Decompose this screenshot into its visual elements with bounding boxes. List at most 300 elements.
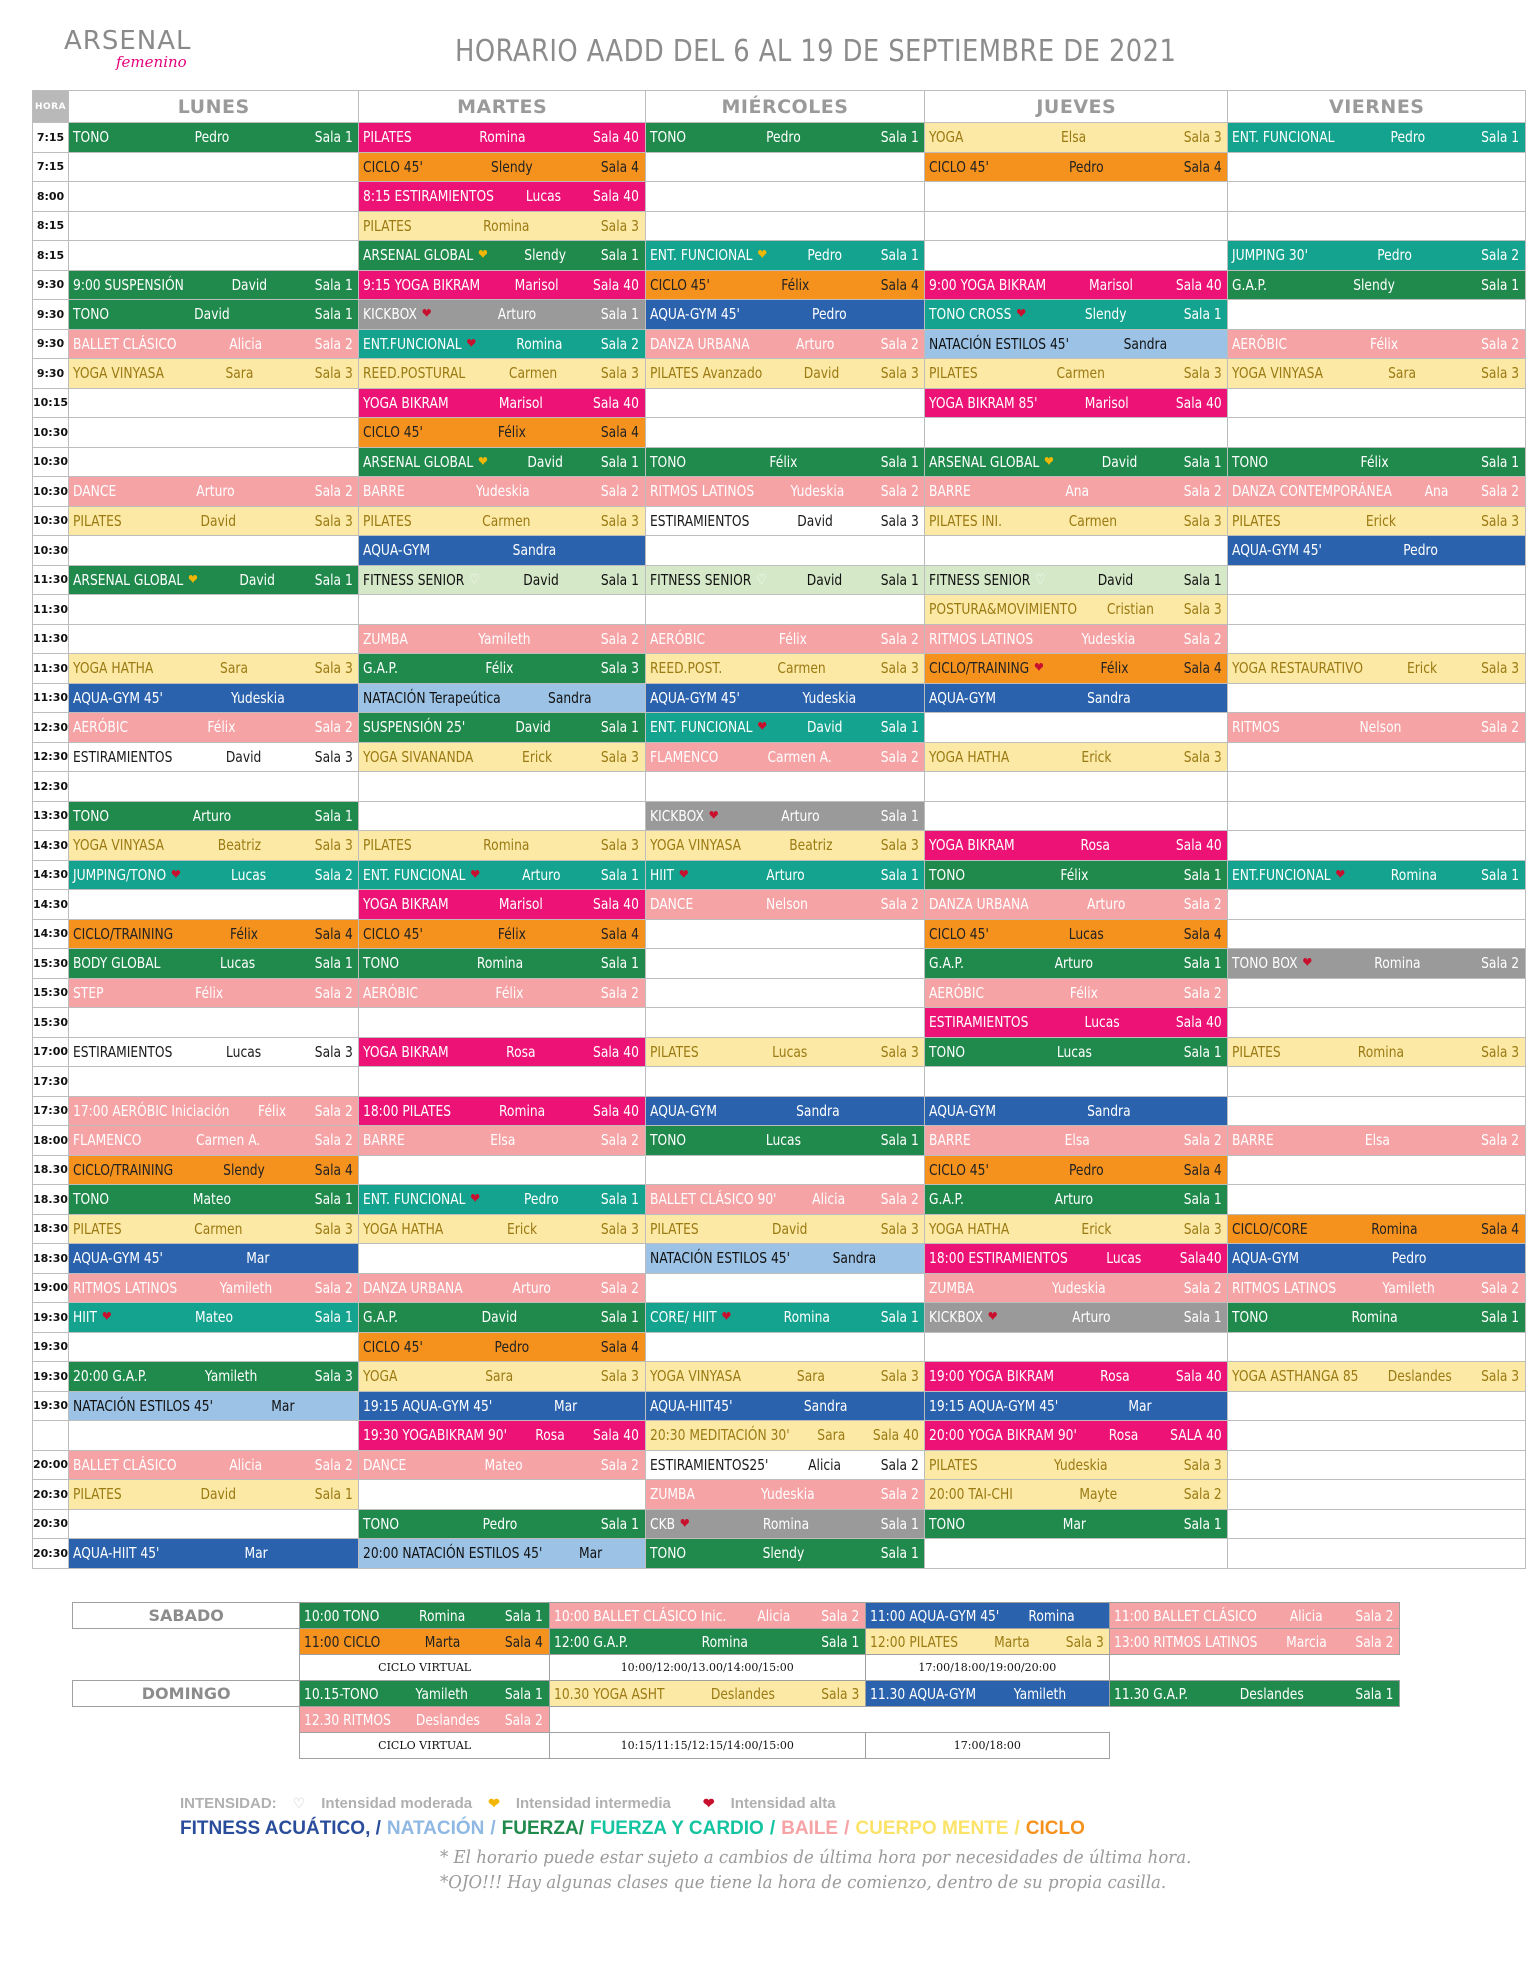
room-label: Sala 2 bbox=[1481, 334, 1520, 353]
class-name: CICLO 45' bbox=[363, 924, 424, 943]
class-cell bbox=[1228, 241, 1526, 271]
class-cell bbox=[925, 152, 1228, 182]
instructor-name: Marta bbox=[425, 1632, 461, 1651]
instructor-name: Arturo bbox=[196, 482, 235, 501]
instructor-name: David bbox=[797, 511, 833, 530]
room-label: Sala 4 bbox=[1183, 157, 1222, 176]
class-name: YOGA BIKRAM bbox=[363, 895, 449, 914]
room-label: Sala 3 bbox=[1481, 659, 1520, 678]
room-label: Sala 3 bbox=[1065, 1632, 1104, 1651]
table-row bbox=[33, 447, 1526, 477]
class-cell bbox=[359, 418, 645, 448]
class-name: ZUMBA bbox=[363, 629, 409, 648]
instructor-name: Sandra bbox=[1123, 334, 1168, 353]
heart-red-icon: ❤ bbox=[470, 866, 481, 883]
class-name: AQUA-HIIT 45' bbox=[73, 1544, 160, 1563]
class-cell bbox=[925, 1303, 1228, 1333]
room-label: Sala 2 bbox=[821, 1606, 860, 1625]
room-label: Sala 1 bbox=[880, 1514, 919, 1533]
category-label: NATACIÓN bbox=[386, 1818, 485, 1839]
class-name: YOGA VINYASA bbox=[1232, 364, 1324, 383]
instructor-name: Romina bbox=[483, 216, 530, 235]
class-cell bbox=[69, 1244, 359, 1274]
instructor-name: Yudeskia bbox=[1053, 1455, 1108, 1474]
room-label: Sala 1 bbox=[880, 1544, 919, 1563]
empty-cell bbox=[69, 241, 359, 271]
room-label: Sala 40 bbox=[593, 393, 640, 412]
room-label: Sala 2 bbox=[1183, 1278, 1222, 1297]
instructor-name: Félix bbox=[1370, 334, 1399, 353]
time-cell: 10:30 bbox=[33, 418, 69, 448]
room-label: Sala 1 bbox=[505, 1606, 544, 1625]
table-row bbox=[33, 978, 1526, 1008]
time-cell: 11:30 bbox=[33, 565, 69, 595]
instructor-name: Lucas bbox=[526, 187, 562, 206]
time-cell: 8:15 bbox=[33, 241, 69, 271]
room-label: SALA 40 bbox=[1170, 1426, 1222, 1445]
room-label: Sala 2 bbox=[1183, 482, 1222, 501]
instructor-name: Félix bbox=[1060, 865, 1089, 884]
class-cell bbox=[69, 1303, 359, 1333]
instructor-name: Romina bbox=[1028, 1606, 1075, 1625]
empty-cell bbox=[925, 1332, 1228, 1362]
room-label: Sala 2 bbox=[1355, 1606, 1394, 1625]
room-label: Sala 4 bbox=[314, 924, 353, 943]
intensity-intermediate: Intensidad intermedia bbox=[515, 1795, 671, 1812]
class-name: AERÓBIC bbox=[649, 629, 705, 648]
class-cell bbox=[1228, 860, 1526, 890]
time-cell: 7:15 bbox=[33, 123, 69, 153]
class-cell bbox=[549, 1603, 865, 1629]
instructor-name: Yudeskia bbox=[476, 482, 531, 501]
class-name: TONO bbox=[649, 1131, 686, 1150]
class-cell bbox=[69, 1450, 359, 1480]
class-cell bbox=[645, 1185, 924, 1215]
table-row bbox=[33, 1480, 1526, 1510]
class-name: G.A.P. bbox=[929, 1190, 965, 1209]
heart-red-icon: ❤ bbox=[101, 1309, 112, 1326]
instructor-name: Arturo bbox=[512, 1278, 552, 1297]
room-label: Sala 3 bbox=[601, 1367, 640, 1386]
instructor-name: Arturo bbox=[1054, 954, 1094, 973]
instructor-name: Romina bbox=[499, 1101, 546, 1120]
class-name: ZUMBA bbox=[649, 1485, 695, 1504]
class-cell bbox=[359, 447, 645, 477]
class-name: 12:00 G.A.P. bbox=[553, 1632, 629, 1651]
class-cell bbox=[359, 1332, 645, 1362]
empty-cell bbox=[1228, 1185, 1526, 1215]
class-cell bbox=[645, 1303, 924, 1333]
room-label: Sala 2 bbox=[880, 1455, 919, 1474]
empty-cell bbox=[1228, 1008, 1526, 1038]
class-name: SUSPENSIÓN 25' bbox=[363, 718, 466, 737]
empty-cell bbox=[645, 595, 924, 625]
class-name: YOGA HATHA bbox=[929, 747, 1010, 766]
room-label: Sala 1 bbox=[880, 718, 919, 737]
room-label: Sala 40 bbox=[593, 895, 640, 914]
empty-cell bbox=[359, 1155, 645, 1185]
class-name: 20:00 G.A.P. bbox=[73, 1367, 148, 1386]
class-name: AQUA-GYM bbox=[363, 541, 431, 560]
room-label: Sala 2 bbox=[314, 1455, 353, 1474]
class-cell bbox=[69, 1362, 359, 1392]
day-label: DOMINGO bbox=[73, 1681, 300, 1707]
room-label: Sala 3 bbox=[314, 747, 353, 766]
class-name: 11.30 G.A.P. bbox=[1114, 1684, 1189, 1703]
class-name: ESTIRAMIENTOS25' bbox=[649, 1455, 769, 1474]
instructor-name: Marisol bbox=[514, 275, 559, 294]
empty-cell bbox=[645, 919, 924, 949]
class-cell bbox=[359, 654, 645, 684]
class-name: STEP bbox=[73, 983, 104, 1002]
instructor-name: Alicia bbox=[811, 1190, 845, 1209]
empty-cell bbox=[1228, 978, 1526, 1008]
room-label: Sala 1 bbox=[314, 1190, 353, 1209]
table-row bbox=[33, 801, 1526, 831]
class-name: YOGA BIKRAM 85' bbox=[929, 393, 1038, 412]
instructor-name: Erick bbox=[522, 747, 553, 766]
room-label: Sala 1 bbox=[1481, 1308, 1520, 1327]
instructor-name: Lucas bbox=[765, 1131, 801, 1150]
class-cell bbox=[69, 654, 359, 684]
room-label: Sala 3 bbox=[880, 1042, 919, 1061]
class-name: TONO bbox=[1232, 1308, 1269, 1327]
class-name: CICLO 45' bbox=[363, 1337, 424, 1356]
table-row bbox=[33, 211, 1526, 241]
category-label: / bbox=[844, 1818, 850, 1839]
class-cell bbox=[645, 742, 924, 772]
class-cell bbox=[925, 447, 1228, 477]
time-cell: 7:15 bbox=[33, 152, 69, 182]
class-name: ENT. FUNCIONAL bbox=[1232, 128, 1335, 147]
class-name: CORE/ HIIT bbox=[649, 1308, 717, 1327]
instructor-name: David bbox=[1097, 570, 1134, 589]
class-name: BALLET CLÁSICO bbox=[73, 334, 177, 353]
class-name: TONO bbox=[73, 806, 110, 825]
room-label: Sala 2 bbox=[1183, 1485, 1222, 1504]
room-label: Sala 2 bbox=[314, 1278, 353, 1297]
class-name: JUMPING/TONO bbox=[73, 865, 167, 884]
class-name: RITMOS LATINOS bbox=[649, 482, 754, 501]
instructor-name: Sandra bbox=[803, 1396, 848, 1415]
class-cell bbox=[925, 742, 1228, 772]
instructor-name: Mateo bbox=[192, 1190, 231, 1209]
class-name: HIIT bbox=[73, 1308, 98, 1327]
class-name: RITMOS bbox=[1232, 718, 1281, 737]
class-cell bbox=[359, 300, 645, 330]
room-label: Sala40 bbox=[1179, 1249, 1222, 1268]
class-cell bbox=[549, 1681, 865, 1707]
time-cell: 12:30 bbox=[33, 772, 69, 802]
legend bbox=[180, 1795, 1280, 1840]
logo-brand: ARSENAL bbox=[64, 26, 192, 56]
empty-cell bbox=[69, 447, 359, 477]
weekend-row bbox=[73, 1603, 1400, 1629]
class-name: RITMOS LATINOS bbox=[1232, 1278, 1337, 1297]
instructor-name: Elsa bbox=[1064, 1131, 1090, 1150]
class-cell bbox=[359, 1273, 645, 1303]
empty-cell bbox=[1228, 1096, 1526, 1126]
room-label: Sala 4 bbox=[601, 423, 640, 442]
instructor-name: Pedro bbox=[765, 128, 801, 147]
class-cell bbox=[359, 713, 645, 743]
room-label: Sala 3 bbox=[1481, 511, 1520, 530]
room-label: Sala 3 bbox=[314, 836, 353, 855]
table-row bbox=[33, 654, 1526, 684]
empty-cell bbox=[1228, 831, 1526, 861]
empty-cell bbox=[645, 772, 924, 802]
empty-cell bbox=[925, 1539, 1228, 1569]
room-label: Sala 1 bbox=[505, 1684, 544, 1703]
room-label: Sala 3 bbox=[601, 747, 640, 766]
class-name: CICLO 45' bbox=[929, 157, 990, 176]
table-row bbox=[33, 300, 1526, 330]
instructor-name: Marisol bbox=[1084, 393, 1129, 412]
empty-cell bbox=[645, 152, 924, 182]
instructor-name: Sara bbox=[485, 1367, 514, 1386]
table-row bbox=[33, 182, 1526, 212]
empty-cell bbox=[1110, 1655, 1400, 1681]
room-label: Sala 3 bbox=[1183, 364, 1222, 383]
instructor-name: Pedro bbox=[494, 1337, 530, 1356]
time-cell: 15:30 bbox=[33, 978, 69, 1008]
empty-cell bbox=[645, 978, 924, 1008]
class-name: ENT. FUNCIONAL bbox=[363, 1190, 466, 1209]
class-cell bbox=[645, 123, 924, 153]
room-label: Sala 2 bbox=[1183, 983, 1222, 1002]
instructor-name: Beatriz bbox=[789, 836, 833, 855]
class-name: YOGA HATHA bbox=[929, 1219, 1010, 1238]
class-cell bbox=[925, 388, 1228, 418]
table-row bbox=[33, 1391, 1526, 1421]
empty-cell bbox=[645, 1067, 924, 1097]
room-label: Sala 2 bbox=[880, 747, 919, 766]
class-cell bbox=[925, 1214, 1228, 1244]
time-cell: 11:30 bbox=[33, 654, 69, 684]
empty-cell bbox=[925, 536, 1228, 566]
virtual-label: CICLO VIRTUAL bbox=[300, 1655, 549, 1681]
class-cell bbox=[359, 241, 645, 271]
instructor-name: Sara bbox=[796, 1367, 825, 1386]
instructor-name: Erick bbox=[1081, 1219, 1112, 1238]
empty-cell bbox=[1228, 1155, 1526, 1185]
room-label: Sala 3 bbox=[601, 216, 640, 235]
empty-cell bbox=[1228, 772, 1526, 802]
class-name: G.A.P. bbox=[363, 659, 399, 678]
instructor-name: Romina bbox=[516, 334, 563, 353]
class-cell bbox=[69, 123, 359, 153]
virtual-label: CICLO VIRTUAL bbox=[300, 1733, 549, 1759]
instructor-name: Yudeskia bbox=[790, 482, 845, 501]
class-cell bbox=[645, 565, 924, 595]
class-name: CICLO/TRAINING bbox=[929, 659, 1030, 678]
class-cell bbox=[300, 1707, 549, 1733]
instructor-name: Slendy bbox=[524, 246, 567, 265]
instructor-name: Pedro bbox=[483, 1514, 518, 1533]
day-header-viernes: VIERNES bbox=[1228, 91, 1526, 123]
time-cell: 19:30 bbox=[33, 1391, 69, 1421]
class-name: ZUMBA bbox=[929, 1278, 975, 1297]
class-cell bbox=[925, 359, 1228, 389]
empty-cell bbox=[645, 182, 924, 212]
class-name: 10:00 BALLET CLÁSICO Inic. bbox=[553, 1606, 727, 1625]
room-label: Sala 3 bbox=[314, 511, 353, 530]
class-cell bbox=[359, 890, 645, 920]
class-cell bbox=[1228, 654, 1526, 684]
class-cell bbox=[1228, 123, 1526, 153]
class-cell bbox=[645, 801, 924, 831]
class-cell bbox=[925, 1480, 1228, 1510]
class-cell bbox=[359, 1362, 645, 1392]
room-label: Sala 1 bbox=[1481, 128, 1520, 147]
empty-cell bbox=[69, 1509, 359, 1539]
class-cell bbox=[645, 1362, 924, 1392]
empty-cell bbox=[69, 182, 359, 212]
class-name: TONO bbox=[649, 128, 686, 147]
empty-cell bbox=[73, 1629, 300, 1655]
room-label: Sala 4 bbox=[1183, 1160, 1222, 1179]
instructor-name: Arturo bbox=[1072, 1308, 1111, 1327]
class-cell bbox=[925, 123, 1228, 153]
room-label: Sala 2 bbox=[1355, 1632, 1394, 1651]
class-name: BALLET CLÁSICO 90' bbox=[649, 1190, 777, 1209]
time-cell: 18:00 bbox=[33, 1126, 69, 1156]
instructor-name: Mayte bbox=[1079, 1485, 1118, 1504]
class-name: YOGA VINYASA bbox=[73, 836, 165, 855]
empty-cell bbox=[645, 949, 924, 979]
instructor-name: Félix bbox=[195, 983, 224, 1002]
class-name: YOGA bbox=[363, 1367, 398, 1386]
instructor-name: Deslandes bbox=[710, 1684, 775, 1703]
class-name: HIIT bbox=[649, 865, 674, 884]
class-cell bbox=[865, 1603, 1109, 1629]
instructor-name: Romina bbox=[762, 1514, 809, 1533]
class-cell bbox=[300, 1681, 549, 1707]
class-name: AERÓBIC bbox=[929, 983, 985, 1002]
class-name: ENT. FUNCIONAL bbox=[649, 246, 753, 265]
empty-cell bbox=[359, 772, 645, 802]
class-name: PILATES bbox=[649, 1219, 699, 1238]
room-label: Sala 2 bbox=[601, 1455, 640, 1474]
empty-cell bbox=[1228, 152, 1526, 182]
virtual-row bbox=[73, 1733, 1400, 1759]
class-name: POSTURA&MOVIMIENTO bbox=[929, 600, 1078, 619]
class-name: TONO bbox=[73, 1190, 110, 1209]
class-cell bbox=[69, 978, 359, 1008]
class-cell bbox=[645, 683, 924, 713]
room-label: Sala 3 bbox=[601, 364, 640, 383]
table-row bbox=[33, 949, 1526, 979]
class-name: AERÓBIC bbox=[1232, 334, 1288, 353]
class-name: DANZA CONTEMPORÁNEA bbox=[1232, 482, 1393, 501]
time-cell: 12:30 bbox=[33, 713, 69, 743]
class-name: AQUA-GYM 45' bbox=[649, 305, 740, 324]
class-name: 20:00 TAI-CHI bbox=[929, 1485, 1014, 1504]
class-cell bbox=[645, 359, 924, 389]
class-name: ARSENAL GLOBAL bbox=[73, 570, 184, 589]
class-cell bbox=[925, 890, 1228, 920]
room-label: Sala 4 bbox=[1183, 659, 1222, 678]
instructor-name: Sandra bbox=[832, 1249, 877, 1268]
room-label: Sala 2 bbox=[314, 482, 353, 501]
class-name: FITNESS SENIOR bbox=[929, 570, 1031, 589]
room-label: Sala 2 bbox=[880, 895, 919, 914]
class-cell bbox=[865, 1681, 1109, 1707]
time-cell: 11:30 bbox=[33, 683, 69, 713]
instructor-name: Rosa bbox=[535, 1426, 566, 1445]
class-cell bbox=[645, 1244, 924, 1274]
empty-cell bbox=[1228, 1539, 1526, 1569]
class-name: 20:30 MEDITACIÓN 30' bbox=[649, 1426, 790, 1445]
empty-cell bbox=[73, 1707, 300, 1733]
instructor-name: Marisol bbox=[499, 895, 544, 914]
class-cell bbox=[69, 1273, 359, 1303]
table-row bbox=[33, 919, 1526, 949]
class-name: YOGA HATHA bbox=[363, 1219, 444, 1238]
class-name: DANZA URBANA bbox=[649, 334, 750, 353]
class-cell bbox=[69, 1214, 359, 1244]
class-cell bbox=[359, 565, 645, 595]
room-label: Sala 4 bbox=[1183, 924, 1222, 943]
class-name: G.A.P. bbox=[929, 954, 965, 973]
room-label: Sala 2 bbox=[1481, 954, 1520, 973]
class-name: KICKBOX bbox=[363, 305, 418, 324]
instructor-name: Pedro bbox=[1069, 157, 1104, 176]
room-label: Sala 1 bbox=[1355, 1684, 1394, 1703]
empty-cell bbox=[1228, 565, 1526, 595]
room-label: Sala 1 bbox=[601, 246, 640, 265]
table-row bbox=[33, 1421, 1526, 1451]
room-label: Sala 3 bbox=[314, 364, 353, 383]
class-name: PILATES bbox=[929, 364, 978, 383]
room-label: Sala 40 bbox=[593, 1426, 640, 1445]
instructor-name: David bbox=[771, 1219, 808, 1238]
instructor-name: Sandra bbox=[1087, 688, 1131, 707]
time-cell: 17:30 bbox=[33, 1096, 69, 1126]
class-name: AQUA-GYM 45' bbox=[649, 688, 740, 707]
class-name: TONO bbox=[929, 865, 966, 884]
instructor-name: Yudeskia bbox=[760, 1485, 815, 1504]
class-cell bbox=[645, 831, 924, 861]
room-label: Sala 1 bbox=[1183, 305, 1222, 324]
instructor-name: Carmen A. bbox=[195, 1131, 261, 1150]
class-name: 20:00 NATACIÓN ESTILOS 45' bbox=[363, 1544, 543, 1563]
instructor-name: Sandra bbox=[548, 688, 592, 707]
time-cell: 17:30 bbox=[33, 1067, 69, 1097]
room-label: Sala 1 bbox=[1183, 954, 1222, 973]
class-name: 19:00 YOGA BIKRAM bbox=[929, 1367, 1055, 1386]
instructor-name: Pedro bbox=[807, 246, 842, 265]
room-label: Sala 4 bbox=[880, 275, 919, 294]
room-label: Sala 3 bbox=[601, 836, 640, 855]
class-name: PILATES INI. bbox=[929, 511, 1003, 530]
time-cell: 18:30 bbox=[33, 1214, 69, 1244]
class-cell bbox=[359, 477, 645, 507]
time-cell: 18.30 bbox=[33, 1155, 69, 1185]
class-name: TONO bbox=[649, 452, 686, 471]
table-row bbox=[33, 1008, 1526, 1038]
class-name: 19:15 AQUA-GYM 45' bbox=[929, 1396, 1059, 1415]
room-label: Sala 1 bbox=[314, 954, 353, 973]
table-row bbox=[33, 477, 1526, 507]
instructor-name: Deslandes bbox=[1388, 1367, 1453, 1386]
room-label: Sala 1 bbox=[314, 128, 353, 147]
instructor-name: Nelson bbox=[765, 895, 808, 914]
instructor-name: David bbox=[523, 570, 560, 589]
instructor-name: Félix bbox=[769, 452, 798, 471]
class-cell bbox=[645, 1480, 924, 1510]
class-cell bbox=[925, 1126, 1228, 1156]
